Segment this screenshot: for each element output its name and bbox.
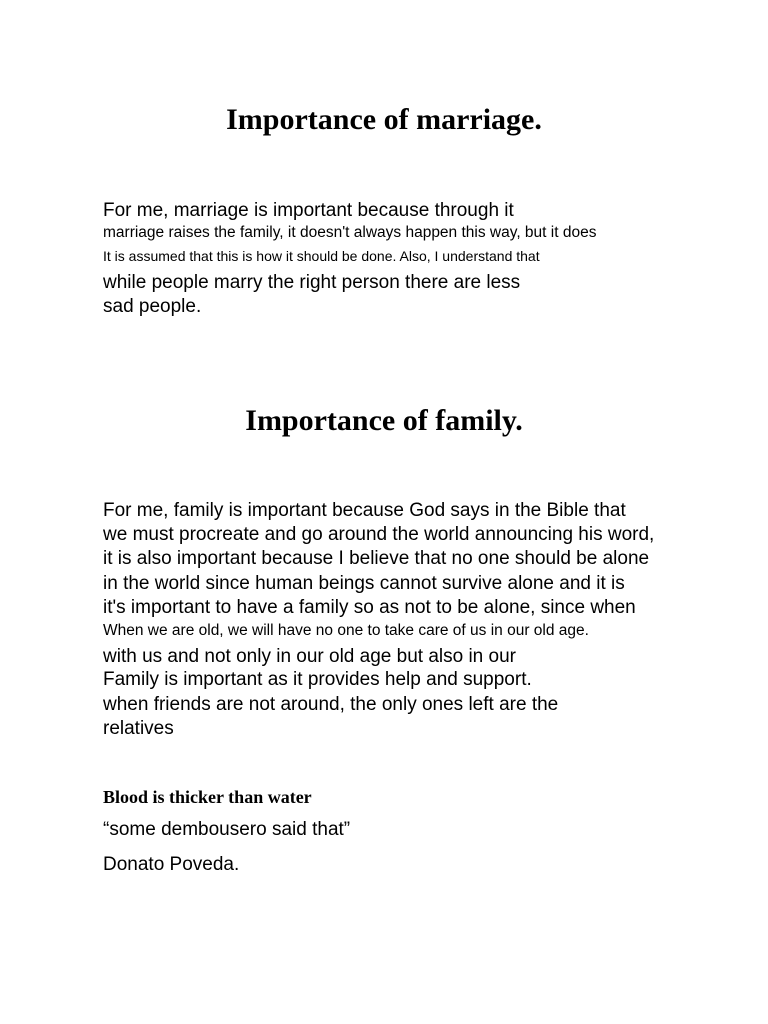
author-signature: Donato Poveda. <box>103 854 240 875</box>
family-line-10: relatives <box>103 718 174 739</box>
family-line-1: For me, family is important because God says in the Bible that <box>103 500 626 521</box>
heading-family: Importance of family. <box>245 404 523 437</box>
family-line-9: when friends are not around, the only ones left are the <box>103 694 559 715</box>
marriage-line-1: For me, marriage is important because through it <box>103 200 514 221</box>
family-line-7: with us and not only in our old age but also in our <box>103 646 516 667</box>
marriage-line-5: sad people. <box>103 296 202 317</box>
family-line-3: it is also important because I believe that no one should be alone <box>103 548 650 569</box>
proverb: Blood is thicker than water <box>103 787 312 807</box>
family-line-6: When we are old, we will have no one to take care of us in our old age. <box>103 622 589 639</box>
marriage-line-2: marriage raises the family, it doesn't always happen this way, but it does <box>103 224 597 241</box>
marriage-line-4: while people marry the right person there are less <box>103 272 521 293</box>
family-line-2: we must procreate and go around the world announcing his word, <box>103 524 655 545</box>
family-line-4: in the world since human beings cannot survive alone and it is <box>103 573 625 594</box>
marriage-line-3: It is assumed that this is how it should be done. Also, I understand that <box>103 248 540 264</box>
heading-marriage: Importance of marriage. <box>226 103 542 136</box>
quote: “some dembousero said that” <box>103 819 351 840</box>
family-line-8: Family is important as it provides help and support. <box>103 669 532 690</box>
family-line-5: it's important to have a family so as not to be alone, since when <box>103 597 636 618</box>
